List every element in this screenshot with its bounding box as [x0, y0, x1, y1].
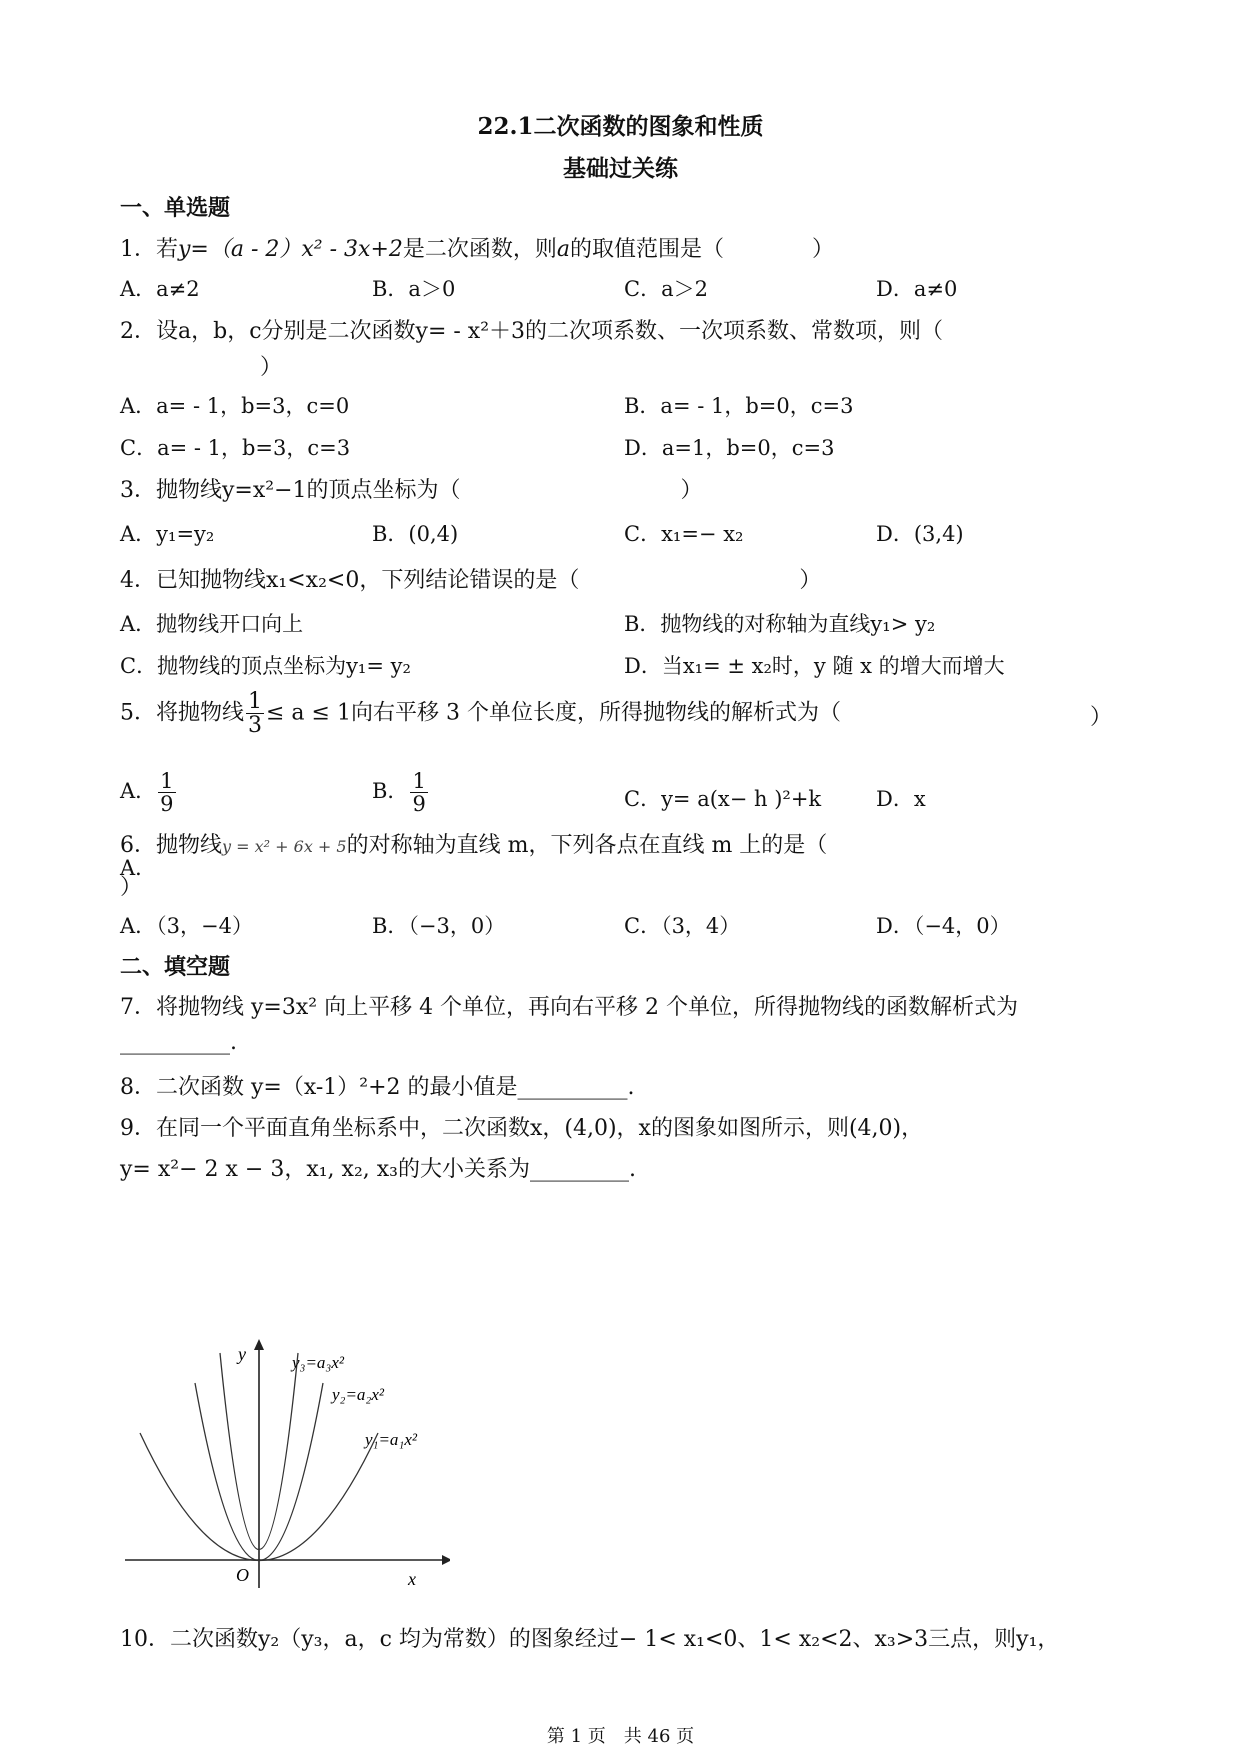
- question-6: [120, 828, 827, 859]
- label-y3: y₃=a₃x²: [292, 1353, 344, 1372]
- y-axis-label: y: [238, 1344, 246, 1364]
- y-axis-arrow: [254, 1339, 264, 1350]
- q1-option-a: A．a≠2: [120, 277, 200, 301]
- q4-option-a: A．抛物线开口向上: [120, 612, 304, 636]
- q5-option-a-numerator: 1: [160, 769, 174, 793]
- q1-prefix: 1．若: [120, 237, 178, 262]
- q5-option-b-denominator: 9: [412, 792, 426, 817]
- q2-option-d: D．a=1，b=0，c=3: [624, 436, 835, 460]
- x-axis-arrow: [442, 1555, 450, 1565]
- q5-prefix: 5．将抛物线: [120, 700, 244, 726]
- q5-option-a-label: A．: [120, 856, 157, 880]
- page-subtitle: 基础过关练: [563, 155, 678, 182]
- q4-option-d: D．当x₁= ± x₂时，y 随 x 的增大而增大: [624, 654, 1005, 678]
- question-4: 4．已知抛物线x₁<x₂<0，下列结论错误的是（ ）: [120, 568, 822, 593]
- question-10: 10．二次函数y₂（y₃，a，c 均为常数）的图象经过− 1< x₁<0、1< x₂<2、x₃>3三点，则y₁，: [120, 1627, 1060, 1652]
- q1-option-b: B．a＞0: [372, 277, 456, 301]
- question-8: 8．二次函数 y=（x-1）²+2 的最小值是__________.: [120, 1075, 635, 1100]
- q6-option-b: B．（−3，0）: [372, 914, 506, 938]
- q1-option-c: C．a＞2: [624, 277, 708, 301]
- q5-fraction-denominator: 3: [248, 713, 262, 739]
- q3-option-d: D．(3,4): [876, 522, 964, 546]
- q1-expression: y=（a - 2）x² - 3x+2: [178, 237, 403, 262]
- label-y2: y₂=a₂x²: [332, 1385, 384, 1404]
- page-footer: 第 1 页 共 46 页: [546, 1726, 695, 1747]
- q5-option-b-numerator: 1: [412, 769, 426, 793]
- section-single-choice: 一、单选题: [120, 195, 231, 221]
- question-9: 9．在同一个平面直角坐标系中，二次函数x，(4,0)，x的图象如图所示，则(4,0)，: [120, 1116, 924, 1141]
- origin-label: O: [236, 1565, 249, 1585]
- q4-option-c: C．抛物线的顶点坐标为y₁= y₂: [120, 654, 411, 678]
- q3-option-b: B．(0,4): [372, 522, 459, 546]
- question-9-line2: y= x²− 2 x − 3，x₁, x₂, x₃的大小关系为_________.: [120, 1157, 636, 1182]
- question-2: 2．设a，b，c分别是二次函数y= - x²＋3的二次项系数、一次项系数、常数项，则（: [120, 319, 944, 344]
- q2-option-c: C．a= - 1，b=3，c=3: [120, 436, 351, 460]
- q3-option-c: C．x₁=− x₂: [624, 522, 744, 546]
- q1-suffix: 的取值范围是（ ）: [570, 237, 835, 262]
- parabola-figure: [120, 1338, 450, 1593]
- q3-option-a: A．y₁=y₂: [120, 522, 215, 546]
- label-y1: y₁=a₁x²: [365, 1430, 417, 1449]
- question-7-blank: __________.: [120, 1030, 237, 1055]
- question-3: 3．抛物线y=x²−1的顶点坐标为（ ）: [120, 478, 703, 503]
- q6-option-a: A．（3，−4）: [120, 914, 253, 938]
- q6-option-d: D．（−4，0）: [876, 914, 1011, 938]
- question-5: [120, 690, 841, 737]
- question-7: 7．将抛物线 y=3x² 向上平移 4 个单位，再向右平移 2 个单位，所得抛物线的函数解析式为: [120, 995, 1019, 1020]
- q6-expression: y = x² + 6x + 5: [222, 837, 347, 856]
- q1-variable: a: [556, 237, 571, 262]
- q5-fraction: [246, 690, 264, 737]
- question-1: [120, 232, 834, 263]
- q6-prefix: 6．抛物线: [120, 833, 222, 858]
- x-axis-label: x: [408, 1569, 416, 1589]
- q1-option-d: D．a≠0: [876, 277, 958, 301]
- q5-middle: ≤ a ≤ 1向右平移 3 个单位长度，所得抛物线的解析式为（: [266, 700, 841, 726]
- q5-option-b: [372, 770, 430, 815]
- q5-option-c: C．y= a(x− h )²+k: [624, 787, 822, 811]
- q5-option-a: [120, 770, 178, 815]
- question-5-close: ）: [1090, 705, 1113, 730]
- q2-option-a: A．a= - 1，b=3，c=0: [120, 394, 350, 418]
- q5-option-b-label: B．: [372, 779, 409, 804]
- q5-fraction-numerator: 1: [248, 689, 262, 714]
- q5-option-a-fraction: [158, 770, 175, 815]
- page-title: 22.1二次函数的图象和性质: [477, 113, 764, 140]
- q5-option-b-fraction: [410, 770, 427, 815]
- q5-option-d: D．x: [876, 787, 926, 811]
- q5-option-a-denominator: 9: [160, 792, 174, 817]
- q1-middle: 是二次函数，则: [402, 237, 557, 262]
- q2-option-b: B．a= - 1，b=0，c=3: [624, 394, 854, 418]
- question-2-close: ）: [260, 355, 283, 380]
- q5-option-a-label: A．: [120, 779, 157, 804]
- q4-option-b: B．抛物线的对称轴为直线y₁> y₂: [624, 612, 936, 636]
- q6-option-c: C．（3，4）: [624, 914, 741, 938]
- q6-suffix: 的对称轴为直线 m，下列各点在直线 m 上的是（: [346, 833, 828, 858]
- question-6-close: ）: [120, 875, 143, 900]
- section-fill-blank: 二、填空题: [120, 954, 231, 980]
